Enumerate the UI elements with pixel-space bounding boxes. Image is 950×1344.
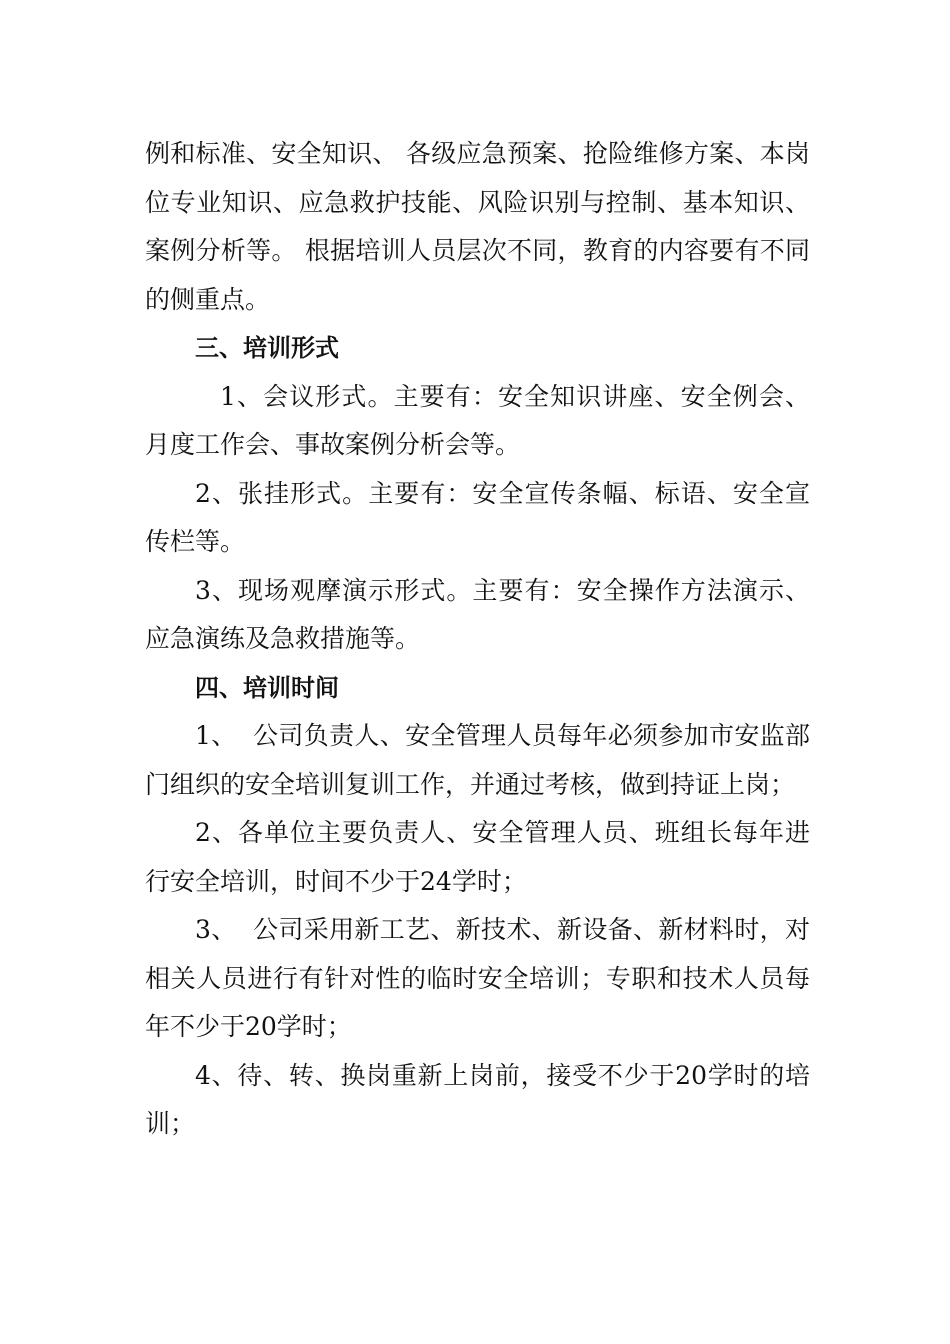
paragraph-time-job-change: 4、待、转、换岗重新上岗前，接受不少于20学时的培训；: [145, 1060, 810, 1138]
paragraph-training-content: 例和标准、安全知识、 各级应急预案、抢险维修方案、本岗位专业知识、应急救护技能、风险识别与控制、基本知识、案例分析等。 根据培训人员层次不同，教育的内容要有不同的侧重点。: [145, 139, 810, 314]
paragraph-time-leaders: 1、 公司负责人、安全管理人员每年必须参加市安监部门组织的安全培训复训工作，并通过考核，做到持证上岗；: [145, 721, 810, 799]
section-heading-training-form: 三、培训形式: [195, 334, 339, 362]
paragraph-form-posting: 2、张挂形式。主要有：安全宣传条幅、标语、安全宣传栏等。: [145, 478, 810, 556]
paragraph-time-unit-heads: 2、各单位主要负责人、安全管理人员、班组长每年进行安全培训，时间不少于24学时；: [145, 818, 810, 896]
paragraph-form-demonstration: 3、现场观摩演示形式。主要有：安全操作方法演示、应急演练及急救措施等。: [145, 575, 810, 653]
section-heading-training-time: 四、培训时间: [195, 673, 339, 702]
paragraph-time-new-tech: 3、 公司采用新工艺、新技术、新设备、新材料时，对相关人员进行有针对性的临时安全培训；专职和技术人员每年不少于20学时；: [145, 915, 810, 1041]
paragraph-form-meeting: 1、会议形式。主要有：安全知识讲座、安全例会、月度工作会、事故案例分析会等。: [145, 381, 810, 459]
document-page: [145, 130, 810, 1149]
